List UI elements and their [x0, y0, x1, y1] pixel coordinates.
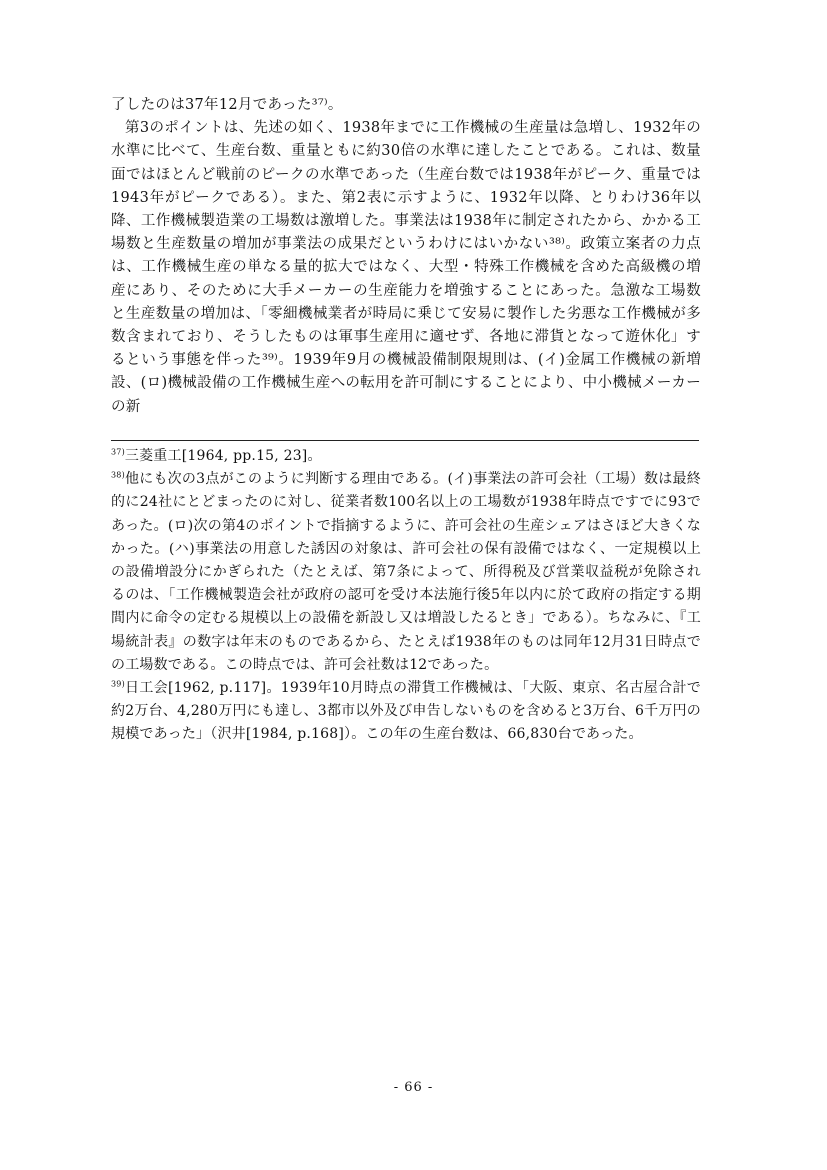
footnote-marker: 39)	[111, 679, 125, 689]
footnote-38	[111, 468, 701, 677]
footnote-marker: 38)	[111, 470, 125, 480]
body-text	[111, 94, 701, 419]
paragraph-continuation: 了したのは37年12月であった³⁷⁾。	[111, 97, 343, 113]
footnote-divider	[111, 440, 699, 441]
paragraph-third-point: 第3のポイントは、先述の如く、1938年までに工作機械の生産量は急増し、1932年の水準に比べて、生産台数、重量ともに約30倍の水準に達したことである。これは、数量面ではほとんど戦前のピークの水準であった（生産台数では1938年がピーク、重量では1943年がピークである）。また、第2表に示すように、1932年以降、とりわけ36年以降、工作機械製造業の工場数は激増した。事業法は1938年に制定されたから、かかる工場数と生産数量の増加が事業法の成果だというわけにはいかない³⁸⁾。政策立案者の力点は、工作機械生産の単なる量的拡大ではなく、大型・特殊工作機械を含めた高級機の増産にあり、そのために大手メーカーの生産能力を増強することにあった。急激な工場数と生産数量の増加は、「零細機械業者が時局に乗じて安易に製作した劣悪な工作機械が多数含まれており、そうしたものは軍事生産用に適せず、各地に滞貨となって遊休化」するという事態を伴った³⁹⁾。1939年9月の機械設備制限規則は、(イ)金属工作機械の新増設、(ロ)機械設備の工作機械生産への転用を許可制にすることにより、中小機械メーカーの新	[111, 120, 701, 415]
footnote-37	[111, 445, 701, 468]
footnotes	[111, 445, 701, 747]
footnote-text: 三菱重工[1964, pp.15, 23]。	[124, 448, 322, 464]
footnote-marker: 37)	[111, 447, 125, 457]
footnote-39	[111, 677, 701, 747]
footnote-text: 他にも次の3点がこのように判断する理由である。(イ)事業法の許可会社（工場）数は最終的に24社にとどまったのに対し、従業者数100名以上の工場数が1938年時点ですでに93であった。(ロ)次の第4のポイントで指摘するように、許可会社の生産シェアはさほど大きくなかった。(ハ)事業法の用意した誘因の対象は、許可会社の保有設備ではなく、一定規模以上の設備増設分にかぎられた（たとえば、第7条によって、所得税及び営業収益税が免除されるのは、「工作機械製造会社が政府の認可を受け本法施行後5年以内に於て政府の指定する期間内に命令の定むる規模以上の設備を新設し又は増設したるとき」である）。ちなみに、『工場統計表』の数字は年末のものであるから、たとえば1938年のものは同年12月31日時点での工場数である。この時点では、許可会社数は12であった。	[111, 471, 701, 673]
footnote-text: 日工会[1962, p.117]。1939年10月時点の滞貨工作機械は、「大阪、東京、名古屋合計で約2万台、4,280万円にも達し、3都市以外及び申告しないものを含めると3万台、6千万円の規模であった」（沢井[1984, p.168]）。この年の生産台数は、66,830台であった。	[111, 680, 701, 743]
page-number: - 66 -	[393, 1080, 434, 1095]
